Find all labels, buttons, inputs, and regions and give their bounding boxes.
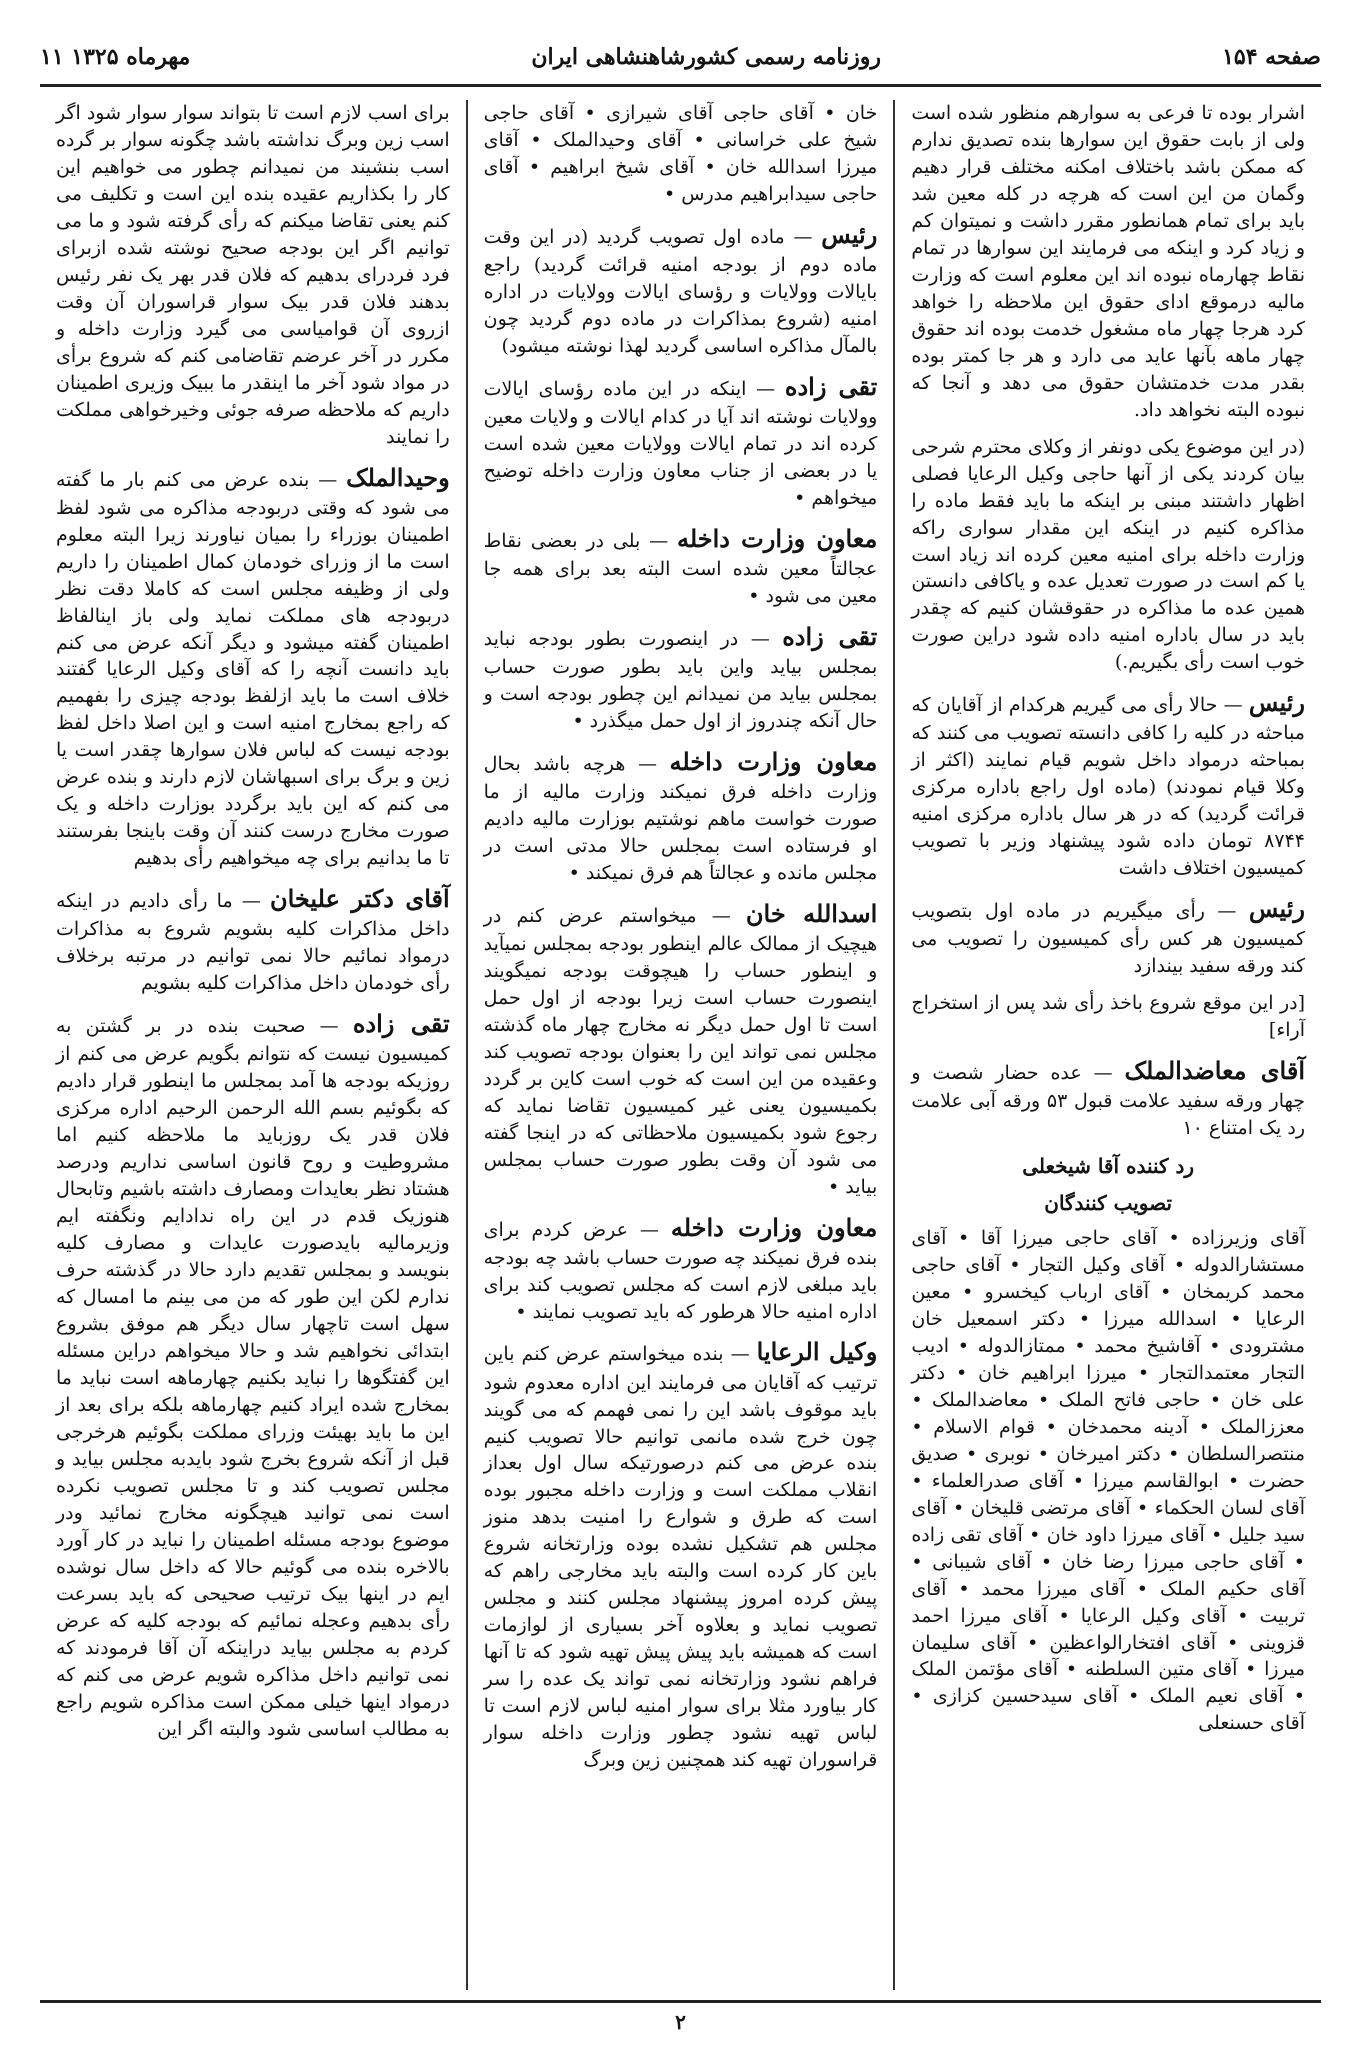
speech-text: بلی در بعضی نقاط عجالتاً معین شده است البته بعد برای همه جا معین می شود • <box>483 529 878 607</box>
speaker-name: وکیل الرعایا <box>756 1337 878 1367</box>
vote-subheading: رد کننده آقا شیخعلی <box>1022 1154 1195 1179</box>
speech-text: اینکه در این ماده رؤسای ایالات وولایات نوشته اند آیا در کدام ایالات و ولایات معین کرده اند در تمام ایالات وولایات معین شده است یا در بعضی از جناب معاون وزارت داخله توضیح میخواهم • <box>483 377 878 509</box>
column-left <box>40 100 468 1990</box>
speech-text: هرچه باشد بحال وزارت داخله فرق نمیکند وزارت مالیه از ما صورت خواست ماهم نوشتیم بوزارت مالیه دادیم او فرستاده است بمجلس حالا مدتی است در مجلس مانده و عجالتاً هم فرق نمیکند • <box>483 752 878 884</box>
speech: رئیس — حالا رأی می گیریم هرکدام از آقایان که مباحثه در کلیه را کافی دانسته تصویب می کنند که بمباحثه درمواد داخل شویم قیام نمایند (اکثر از وکلا قیام نمودند) (ماده اول راجع باداره مرکزی قرائت گردید) که در هر سال باداره مرکزی امنیه ۸۷۴۴ تومان داده شود پیشنهاد وزیر با تصویب کمیسیون اختلاف داشت <box>911 688 1305 880</box>
page-number: ۲ <box>675 2010 686 2034</box>
speech-text: صحبت بنده در بر گشتن به کمیسیون نیست که نتوانم بگویم عرض می کنم از روزیکه بودجه ها آمد بمجلس ما اینطور قرار دادیم که بگوئیم بسم الله الرحمن الرحیم اداره مرکزی فلان قدر یک روزباید ما ملاحظه کنیم اما مشروطیت و روح قانون اساسی نداریم ودرصد هشتاد نظر بعایدات ومصارف داشته باشیم وتابحال هنوزیک قدم در این راه ندادایم ونگفته ایم وزیرمالیه بایدصورت عایدات و مصارف کلیه بنویسد و بمجلس تقدیم دارد حالا در گذشته حرف ندارم لکن این طور که من می بینم ما امسال که سهل است تاچهار سال دیگر هم موفق بشروع ابتدائی نخواهیم شد و حالا میخواهم دراین مسئله این گفتگوها را نباید بکنیم چهارماهه است نباید ما بمخارج شده ایراد کنیم چهارماهه بلکه برای بعد از این ما باید بهیئت وزرای مملکت بگوئیم هرخرجی قبل از آنکه شروع بخرج شود بایدبه مجلس بیاید و مجلس تصویب کند و تا مجلس تصویب نکرده است نمی توانید هیچگونه مخارج نمائید ودر موضوع بودجه مسئله اطمینان را نباید در کار آورد بالاخره بنده می گوئیم حالا که داخل سال نوشده ایم در اینها بیک ترتیب صحیحی که باید بسرعت رأی بدهیم وعجله نمائیم که بودجه کلیه که عرض کردم به مجلس بیاید دراینکه آن آقا فرمودند که نمی توانیم داخل مذاکره شویم عرض می کنم که درمواد اینها خیلی ممکن است مذاکره شویم راجع به مطالب اساسی شود والبته اگر این <box>55 1015 450 1740</box>
speech-text: ماده اول تصویب گردید (در این وقت ماده دوم از بودجه امنیه قرائت گردید) راجع بایالات وولایات و رؤسای ایالات وولایات در اداره امنیه (شروع بمذاکرات در ماده دوم گردید چون بالمآل مذاکره اساسی گردید لهذا نوشته میشود) <box>483 225 878 357</box>
speech-text: بنده عرض می کنم بار ما گفته می شود که وقتی دربودجه مذاکره می شود لفظ اطمینان بوزراء را بمیان نیاورند زیرا البته معلوم است ما از وزرای خودمان کمال اطمینان را داریم ولی از وظیفه مجلس است که کاملا دقت نظر دربودجه های مملکت نماید ولی باز اینالفاظ اطمینان گفته میشود و دیگر آنکه عرض می کنم باید دانست آنچه را که آقای وکیل الرعایا گفتند خلاف است ما باید ازلفظ بودجه چیزی را بفهمیم که راجع بمخارج امنیه است و این اصلا داخل لفظ بودجه نیست که لباس فلان سوارها چقدر است یا زین و برگ برای اسبهاشان لازم دارند و بنده عرض می کنم که این باید برگردد بوزارت داخله و یک صورت مخارج درست کنند آن وقت باینجا بفرستند تا ما بدانیم برای چه میخواهیم رأی بدهیم <box>55 468 450 870</box>
speech-text: ما رأی دادیم در اینکه داخل مذاکرات کلیه بشویم شروع به مذاکرات درمواد نمائیم حالا نمی توانیم در مرتبه برخلاف رأی خودمان داخل مذاکرات کلیه بشویم <box>55 890 450 995</box>
speech-text: عرض کردم برای بنده فرق نمیکند چه صورت حساب باشد چه بودجه باید مبلغی لازم است که مجلس تصویب کند برای اداره امنیه حالا هرطور که باید تصویب نمایند • <box>483 1218 878 1323</box>
speech-text: در اینصورت بطور بودجه نباید بمجلس بیاید واین باید بطور صورت حساب بمجلس بیاید من نمیدانم این چطور بودجه است و حال آنکه چندروز از اول حمل میگذرد • <box>483 627 878 732</box>
speech: معاون وزارت داخله — عرض کردم برای بنده فرق نمیکند چه صورت حساب باشد چه بودجه باید مبلغی لازم است که مجلس تصویب کند برای اداره امنیه حالا هرطور که باید تصویب نمایند • <box>483 1212 878 1323</box>
speech-text: عده حضار شصت و چهار ورقه سفید علامت قبول ۵۳ ورقه آبی علامت رد یک امتناع ۱۰ <box>911 1062 1305 1140</box>
speaker-name: وحیدالملک <box>346 462 450 492</box>
paragraph: [در این موقع شروع باخذ رأی شد پس از استخراج آراء] <box>911 992 1305 1042</box>
paragraph: برای اسب لازم است تا بتواند سوار سوار شود اگر اسب زین وبرگ نداشته باشد چگونه سوار بر گرده اسب بنشیند من نمیدانم چطور می خواهیم این کار را بکذاریم عقیده بنده این است و تکلیف می کنم یعنی تقاضا میکنم که رأی گرفته شود و ما می توانیم اگر این بودجه صحیح نوشته شده ازبرای فرد فردرای بدهیم که فلان قدر بهر یک نفر رئیس بدهند فلان قدر بیک سوار قراسوران آن وقت ازروی آن قوامیاسی می گیرد وزارت داخله و مکرر در آخر عرضم تقاضامی کنم که شروع برأی در مواد شود آخر ما اینقدر ما ببیک وزیری اطمینان داریم که ملاحظه صرفه جوئی وخیرخواهی مملکت را نمایند <box>55 102 450 448</box>
speaker-name: تقی زاده <box>782 621 878 651</box>
speech: تقی زاده — اینکه در این ماده رؤسای ایالات وولایات نوشته اند آیا در کدام ایالات و ولایات معین کرده اند در تمام ایالات وولایات معین شده است یا در بعضی از جناب معاون وزارت داخله توضیح میخواهم • <box>483 371 878 509</box>
speech-text: بنده میخواستم عرض کنم باین ترتیب که آقایان می فرمایند این اداره معدوم شود باید موقوف باشد این را نمی فهمم که می گویند چون خرج شده مانمی توانیم حالا تصویب کنیم بنده عرض می کنم درصورتیکه سال اول بعداز انقلاب مملکت است و وزارت داخله مجبور بوده است که طرق و شوارع را امنیت بدهد منوز مجلس هم تشکیل نشده بوده وزارتخانه شروع باین کار کرده است والبته باید مخارجی راهم که پیش کرده امروز پیشنهاد مجلس کنند و مجلس تصویب نماید و بعلاوه آخر بسیاری از لوازمات است که همیشه باید پیش پیش تهیه شود که تا آنها فراهم نشود وزارتخانه نمی تواند یک عده را سر کار بیاورد مثلا برای سوار امنیه لباس لازم است تا لباس تهیه نشود چطور وزارت داخله سوار قراسوران تهیه کند همچنین زین وبرگ <box>483 1343 878 1772</box>
speech: رئیس — ماده اول تصویب گردید (در این وقت ماده دوم از بودجه امنیه قرائت گردید) راجع بایالات وولایات و رؤسای ایالات وولایات در اداره امنیه (شروع بمذاکرات در ماده دوم گردید چون بالمآل مذاکره اساسی گردید لهذا نوشته میشود) <box>483 219 878 357</box>
speaker-name: اسدالله خان <box>745 898 878 928</box>
speaker-name: معاون وزارت داخله <box>670 1212 878 1242</box>
speech: وحیدالملک — بنده عرض می کنم بار ما گفته می شود که وقتی دربودجه مذاکره می شود لفظ اطمینان بوزراء را بمیان نیاورند زیرا البته معلوم است ما از وزرای خودمان کمال اطمینان را داریم ولی از وظیفه مجلس است که کاملا دقت نظر دربودجه های مملکت نماید ولی باز اینالفاظ اطمینان گفته میشود و دیگر آنکه عرض می کنم باید دانست آنچه را که آقای وکیل الرعایا گفتند خلاف است ما باید ازلفظ بودجه چیزی را بفهمیم که راجع بمخارج امنیه است و این اصلا داخل لفظ بودجه نیست که لباس فلان سوارها چقدر است یا زین و برگ برای اسبهاشان لازم دارند و بنده عرض می کنم که این باید برگردد بوزارت داخله و یک صورت مخارج درست کنند آن وقت باینجا بفرستند تا ما بدانیم برای چه میخواهیم رأی بدهیم <box>55 462 450 870</box>
speaker-name: معاون وزارت داخله <box>669 746 878 776</box>
speech: تقی زاده — در اینصورت بطور بودجه نباید بمجلس بیاید واین باید بطور صورت حساب بمجلس بیاید من نمیدانم این چطور بودجه است و حال آنکه چندروز از اول حمل میگذرد • <box>483 621 878 732</box>
speech: اسدالله خان — میخواستم عرض کنم در هیچیک از ممالک عالم اینطور بودجه بمجلس نمیآید و اینطور حساب را هیچوقت بودجه نمیگویند اینصورت حساب است زیرا بودجه از اول حمل است تا اول حمل دیگر نه مخارج چهار ماه گذشته مجلس نمی تواند این را بعنوان بودجه تصویب کند وعقیده من این است که خوب است کاین بر گردد بکمیسیون یعنی غیر کمیسیون تقاضا نماید که رجوع شود بکمیسیون ملاحظاتی که در اینجا گفته می شود آن وقت بطور صورت حساب بمجلس بیاید • <box>483 898 878 1198</box>
page-header <box>40 34 1321 80</box>
speech: تقی زاده — صحبت بنده در بر گشتن به کمیسیون نیست که نتوانم بگویم عرض می کنم از روزیکه بودجه ها آمد بمجلس ما اینطور قرار دادیم که بگوئیم بسم الله الرحمن الرحیم اداره مرکزی فلان قدر یک روزباید ما ملاحظه کنیم اما مشروطیت و روح قانون اساسی نداریم ودرصد هشتاد نظر بعایدات ومصارف داشته باشیم وتابحال هنوزیک قدم در این راه ندادایم ونگفته ایم وزیرمالیه بایدصورت عایدات و مصارف کلیه بنویسد و بمجلس تقدیم دارد حالا در گذشته حرف ندارم لکن این طور که من می بینم ما امسال که سهل است تاچهار سال دیگر هم موفق بشروع ابتدائی نخواهیم شد و حالا میخواهم دراین مسئله این گفتگوها را نباید بکنیم چهارماهه است نباید ما بمخارج شده ایراد کنیم چهارماهه بلکه برای بعد از این ما باید بهیئت وزرای مملکت بگوئیم هرخرجی قبل از آنکه شروع بخرج شود بایدبه مجلس بیاید و مجلس تصویب کند و تا مجلس تصویب نکرده است نمی توانید هیچگونه مخارج نمائید ودر موضوع بودجه مسئله اطمینان را نباید در کار آورد بالاخره بنده می گوئیم حالا که داخل سال نوشده ایم در اینها بیک ترتیب صحیحی که باید بسرعت رأی بدهیم وعجله نمائیم که بودجه کلیه که عرض کردم به مجلس بیاید دراینکه آن آقا فرمودند که نمی توانیم داخل مذاکره شویم عرض می کنم که درمواد اینها خیلی ممکن است مذاکره شویم راجع به مطالب اساسی شود والبته اگر این <box>55 1009 450 1740</box>
column-middle <box>468 100 896 1990</box>
paragraph: اشرار بوده تا فرعی به سوارهم منظور شده است ولی از بابت حقوق این سوارها بنده تصدیق ندارم که ممکن باشد باختلاف امکنه مختلف قرار دهیم وگمان من این است که هرچه در کله معین شد باید برای تمام همانطور مقرر داشت و نمیتوان کم و زیاد کرد و اینکه می فرمایند این سوارها در تمام نقاط چهارماه نبوده اند این معلوم است که وزارت مالیه درموقع ادای حقوق این ملاحظه را خواهد کرد هرجا چهار ماه مشغول خدمت بوده اند حقوق چهار ماهه بآنها عاید می دارد و هر جا کمتر بوده بقدر مدت خدمتشان حقوق می دهد و آنجا که نبوده البته نخواهد داد. <box>911 102 1305 421</box>
column-right <box>895 100 1321 1990</box>
speaker-name: تقی زاده <box>352 1009 450 1039</box>
masthead-title: روزنامه رسمی کشورشاهنشاهی ایران <box>531 44 882 70</box>
speaker-name: آقای دکتر علیخان <box>269 884 450 914</box>
speech: معاون وزارت داخله — بلی در بعضی نقاط عجالتاً معین شده است البته بعد برای همه جا معین می شود • <box>483 523 878 607</box>
issue-date: ۱۱ مهرماه ۱۳۲۵ <box>40 44 191 70</box>
speaker-name: رئیس <box>821 219 878 249</box>
speaker-name: آقای معاضدالملک <box>1124 1056 1305 1086</box>
text-columns <box>40 100 1321 1990</box>
speech: رئیس — رأی میگیریم در ماده اول بتصویب کمیسیون هر کس رأی کمیسیون را تصویب می کند ورقه سفید بیندازد <box>911 894 1305 978</box>
header-rule <box>40 84 1321 87</box>
vote-list: آقای وزیرزاده • آقای حاجی میرزا آقا • آقای مستشارالدوله • آقای وکیل التجار • آقای حاجی محمد کریمخان • آقای ارباب کیخسرو • معین الرعایا • اسدالله میرزا • دکتر اسمعیل خان مشترودی • آقاشیخ محمد • ممتازالدوله • ادیب التجار معتمدالتجار • میرزا ابراهیم خان • دکتر علی خان • حاجی فاتح الملک • معاضدالملک • معززالملک • آدینه محمدخان • قوام الاسلام • منتصرالسلطان • دکتر امیرخان • نوبری • صدیق حضرت • ابوالقاسم میرزا • آقای صدرالعلماء • آقای لسان الحکماء • آقای مرتضی قلیخان • آقای سید جلیل • آقای میرزا داود خان • آقای تقی زاده • آقای حاجی میرزا رضا خان • آقای شیبانی • آقای حکیم الملک • آقای میرزا محمد • آقای تربیت • آقای وکیل الرعایا • آقای میرزا احمد قزوینی • آقای افتخارالواعظین • آقای سلیمان میرزا • آقای متین السلطنه • آقای مؤتمن الملک • آقای نعیم الملک • آقای سیدحسین کزازی • آقای حسنعلی <box>911 1226 1305 1735</box>
speech-text: حالا رأی می گیریم هرکدام از آقایان که مباحثه در کلیه را کافی دانسته تصویب می کنند که بمباحثه درمواد داخل شویم قیام نمایند (اکثر از وکلا قیام نمودند) (ماده اول راجع باداره مرکزی قرائت گردید) که در هر سال باداره مرکزی امنیه ۸۷۴۴ تومان داده شود پیشنهاد وزیر با تصویب کمیسیون اختلاف داشت <box>911 694 1305 880</box>
paragraph: (در این موضوع یکی دونفر از وکلای محترم شرحی بیان کردند یکی از آنها حاجی وکیل الرعایا فصلی اظهار داشتند مبنی بر اینکه ما باید فقط ماده را مذاکره کنیم در اینکه این مقدار سواری راکه وزارت داخله برای امنیه معین کرده اند زیاد است یا کم است در صورت تعدیل عده و یاکافی دانستن همین عده ما مذاکره در حقوقشان کنیم که چقدر باید در سال باداره امنیه داده شود دراین صورت خوب است رأی بگیریم.) <box>911 435 1305 674</box>
speech: وکیل الرعایا — بنده میخواستم عرض کنم باین ترتیب که آقایان می فرمایند این اداره معدوم شود باید موقوف باشد این را نمی فهمم که می گویند چون خرج شده مانمی توانیم حالا تصویب کنیم بنده عرض می کنم درصورتیکه سال اول بعداز انقلاب مملکت است و وزارت داخله مجبور بوده است که طرق و شوارع را امنیت بدهد منوز مجلس هم تشکیل نشده بوده وزارتخانه شروع باین کار کرده است والبته باید مخارجی راهم که پیش کرده امروز پیشنهاد مجلس کنند و مجلس تصویب نماید و بعلاوه آخر بسیاری از لوازمات است که همیشه باید پیش پیش تهیه شود که تا آنها فراهم نشود وزارتخانه نمی تواند یک عده را سر کار بیاورد مثلا برای سوار امنیه لباس لازم است تا لباس تهیه نشود چطور وزارت داخله سوار قراسوران تهیه کند همچنین زین وبرگ <box>483 1337 878 1772</box>
speaker-name: رئیس <box>1248 894 1305 924</box>
footer-rule <box>40 2000 1321 2003</box>
speaker-name: معاون وزارت داخله <box>676 523 878 553</box>
speech: معاون وزارت داخله — هرچه باشد بحال وزارت داخله فرق نمیکند وزارت مالیه از ما صورت خواست ماهم نوشتیم بوزارت مالیه دادیم او فرستاده است بمجلس حالا مدتی است در مجلس مانده و عجالتاً هم فرق نمیکند • <box>483 746 878 884</box>
speech-text: رأی میگیریم در ماده اول بتصویب کمیسیون هر کس رأی کمیسیون را تصویب می کند ورقه سفید بیندازد <box>911 900 1305 978</box>
speaker-name: رئیس <box>1248 688 1305 718</box>
vote-subheading: تصویب کنندگان <box>1044 1190 1173 1215</box>
speech: آقای معاضدالملک — عده حضار شصت و چهار ورقه سفید علامت قبول ۵۳ ورقه آبی علامت رد یک امتناع ۱۰ <box>911 1056 1305 1140</box>
speech-text: میخواستم عرض کنم در هیچیک از ممالک عالم اینطور بودجه بمجلس نمیآید و اینطور حساب را هیچوقت بودجه نمیگویند اینصورت حساب است زیرا بودجه از اول حمل است تا اول حمل دیگر نه مخارج چهار ماه گذشته مجلس نمی تواند این را بعنوان بودجه تصویب کند وعقیده من این است که خوب است کاین بر گردد بکمیسیون یعنی غیر کمیسیون تقاضا نماید که رجوع شود بکمیسیون ملاحظاتی که در اینجا گفته می شود آن وقت بطور صورت حساب بمجلس بیاید • <box>483 904 878 1198</box>
speaker-name: تقی زاده <box>784 371 878 401</box>
speech: آقای دکتر علیخان — ما رأی دادیم در اینکه داخل مذاکرات کلیه بشویم شروع به مذاکرات درمواد نمائیم حالا نمی توانیم در مرتبه برخلاف رأی خودمان داخل مذاکرات کلیه بشویم <box>55 884 450 995</box>
page-label: صفحه ۱۵۴ <box>1222 44 1321 70</box>
paragraph: خان • آقای حاجی آقای شیرازی • آقای حاجی شیخ علی خراسانی • آقای وحیدالملک • آقای میرزا اسدالله خان • آقای شیخ ابراهیم • آقای حاجی سیدابراهیم مدرس • <box>483 102 878 205</box>
